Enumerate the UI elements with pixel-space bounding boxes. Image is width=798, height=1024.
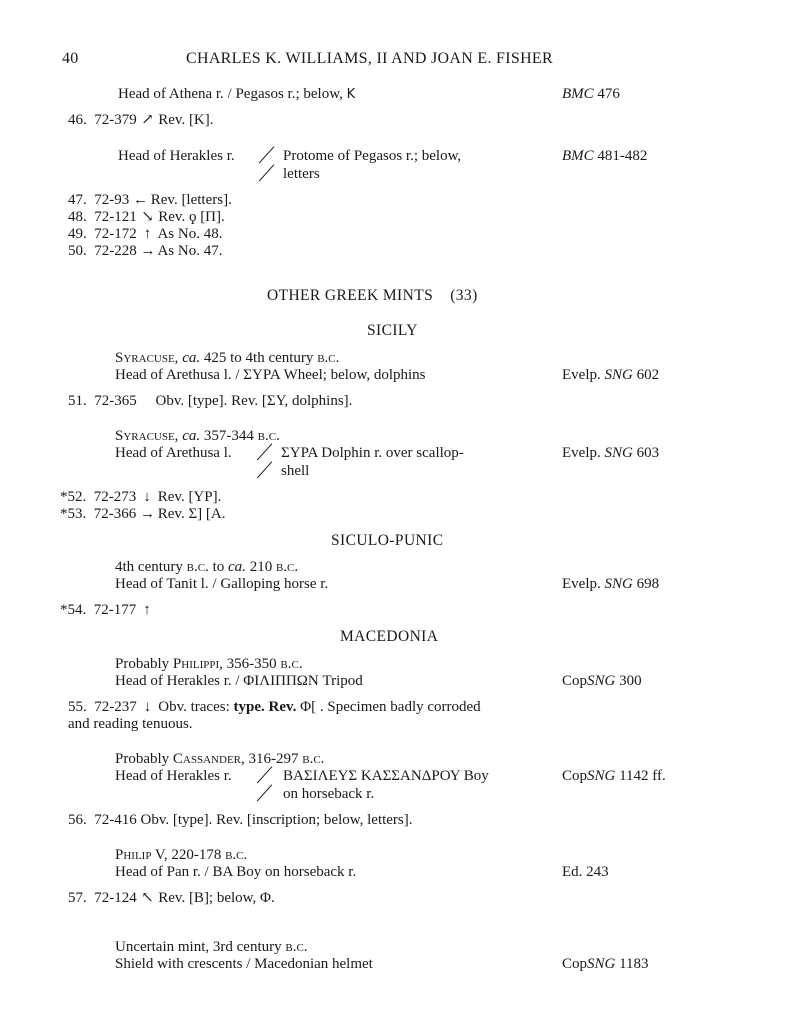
reference-philip-v: Ed. 243 xyxy=(562,864,609,880)
reference-uncertain: CopSNG 1183 xyxy=(562,956,649,972)
type-line-philippi: Head of Herakles r. / ΦΙΛΙΠΠΩΝ Tripod xyxy=(115,673,363,689)
mint-heading-cassander: Probably Cassander, 316-297 b.c. xyxy=(115,751,325,767)
die-axis-arrow-icon: ↗ xyxy=(141,112,154,128)
type-line-philip-v: Head of Pan r. / ΒΑ Boy on horseback r. xyxy=(115,864,357,880)
catalog-entry-47: 47. 72-93 ← Rev. [letters]. xyxy=(68,192,232,208)
type-reverse-protome-cont: letters xyxy=(283,166,320,182)
catalog-entry-49: 49. 72-172 ↑ As No. 48. xyxy=(68,226,223,242)
mint-heading-uncertain: Uncertain mint, 3rd century b.c. xyxy=(115,939,308,955)
type-reverse-dolphin-cont: shell xyxy=(281,463,310,479)
section-heading-sicily: SICILY xyxy=(367,322,418,339)
type-line-uncertain: Shield with crescents / Macedonian helmet xyxy=(115,956,373,972)
die-axis-arrow-icon: ↘ xyxy=(141,209,154,225)
mint-heading-syracuse-1: Syracuse, ca. 425 to 4th century b.c. xyxy=(115,350,340,366)
reference-athena: BMC 476 xyxy=(562,86,620,102)
type-line-tanit: Head of Tanit l. / Galloping horse r. xyxy=(115,576,329,592)
catalog-entry-56: 56. 72-416 Obv. [type]. Rev. [inscription; below, letters]. xyxy=(68,812,413,828)
catalog-entry-55: 55. 72-237 ↓ Obv. traces: type. Rev. Φ[ . Specimen badly corroded xyxy=(68,699,481,715)
running-head: CHARLES K. WILLIAMS, II AND JOAN E. FISHER xyxy=(186,50,553,67)
mint-heading-philip-v: Philip V, 220-178 b.c. xyxy=(115,847,248,863)
slash-divider-icon xyxy=(259,146,275,163)
slash-divider-icon xyxy=(257,461,273,478)
type-reverse-dolphin: ΣΥΡΑ Dolphin r. over scallop- xyxy=(281,445,464,461)
catalog-entry-52: *52. 72-273 ↓ Rev. [ΥΡ]. xyxy=(60,489,222,505)
die-axis-arrow-icon: → xyxy=(140,506,155,522)
section-heading-other-mints: OTHER GREEK MINTS (33) xyxy=(267,287,478,304)
type-obverse-arethusa: Head of Arethusa l. xyxy=(115,445,232,461)
reference-siculo-punic: Evelp. SNG 698 xyxy=(562,576,660,592)
die-axis-arrow-icon: → xyxy=(140,243,156,259)
slash-divider-icon xyxy=(257,784,273,801)
die-axis-arrow-icon: ↖ xyxy=(141,890,154,906)
mint-heading-philippi: Probably Philippi, 356-350 b.c. xyxy=(115,656,303,672)
type-obverse-herakles-cassander: Head of Herakles r. xyxy=(115,768,232,784)
catalog-entry-57: 57. 72-124 ↖ Rev. [B]; below, Φ. xyxy=(68,890,275,906)
type-obverse-herakles: Head of Herakles r. xyxy=(118,148,235,164)
type-reverse-boy: ΒΑΣΙΛΕΥΣ ΚΑΣΣΑΝΔΡΟΥ Boy xyxy=(283,768,489,784)
section-heading-siculo-punic: SICULO-PUNIC xyxy=(331,532,444,549)
slash-divider-icon xyxy=(257,766,273,783)
die-axis-arrow-icon: ↓ xyxy=(143,699,152,715)
section-heading-macedonia: MACEDONIA xyxy=(340,628,439,645)
mint-heading-siculo-punic: 4th century b.c. to ca. 210 b.c. xyxy=(115,559,299,575)
type-line-syracuse-1: Head of Arethusa l. / ΣΥΡΑ Wheel; below, dolphins xyxy=(115,367,426,383)
reference-cassander: CopSNG 1142 ff. xyxy=(562,768,666,784)
die-axis-arrow-icon: ↑ xyxy=(143,226,152,242)
type-reverse-protome: Protome of Pegasos r.; below, xyxy=(283,148,462,164)
reference-herakles: BMC 481-482 xyxy=(562,148,648,164)
reference-syracuse-1: Evelp. SNG 602 xyxy=(562,367,660,383)
catalog-entry-48: 48. 72-121 ↘ Rev. ϙ [Π]. xyxy=(68,209,225,225)
die-axis-arrow-icon: ↑ xyxy=(143,602,151,618)
catalog-entry-54: *54. 72-177 ↑ xyxy=(60,602,154,619)
slash-divider-icon xyxy=(257,443,273,460)
die-axis-arrow-icon: ↓ xyxy=(143,489,151,505)
catalog-entry-53: *53. 72-366 → Rev. Σ] [Α. xyxy=(60,506,226,522)
mint-heading-syracuse-2: Syracuse, ca. 357-344 b.c. xyxy=(115,428,280,444)
catalog-entry-50: 50. 72-228 → As No. 47. xyxy=(68,243,223,259)
reference-philippi: CopSNG 300 xyxy=(562,673,642,689)
type-line-athena: Head of Athena r. / Pegasos r.; below, K xyxy=(118,86,356,102)
catalog-entry-46: 46. 72-379 ↗ Rev. [K]. xyxy=(68,112,214,128)
type-reverse-boy-cont: on horseback r. xyxy=(283,786,375,802)
die-axis-arrow-icon: ← xyxy=(133,192,148,208)
slash-divider-icon xyxy=(259,164,275,181)
catalog-entry-51: 51. 72-365 Obv. [type]. Rev. [ΣΥ, dolphins]. xyxy=(68,393,353,409)
page-number: 40 xyxy=(62,50,79,67)
catalog-entry-55-cont: and reading tenuous. xyxy=(68,716,193,732)
reference-syracuse-2: Evelp. SNG 603 xyxy=(562,445,660,461)
